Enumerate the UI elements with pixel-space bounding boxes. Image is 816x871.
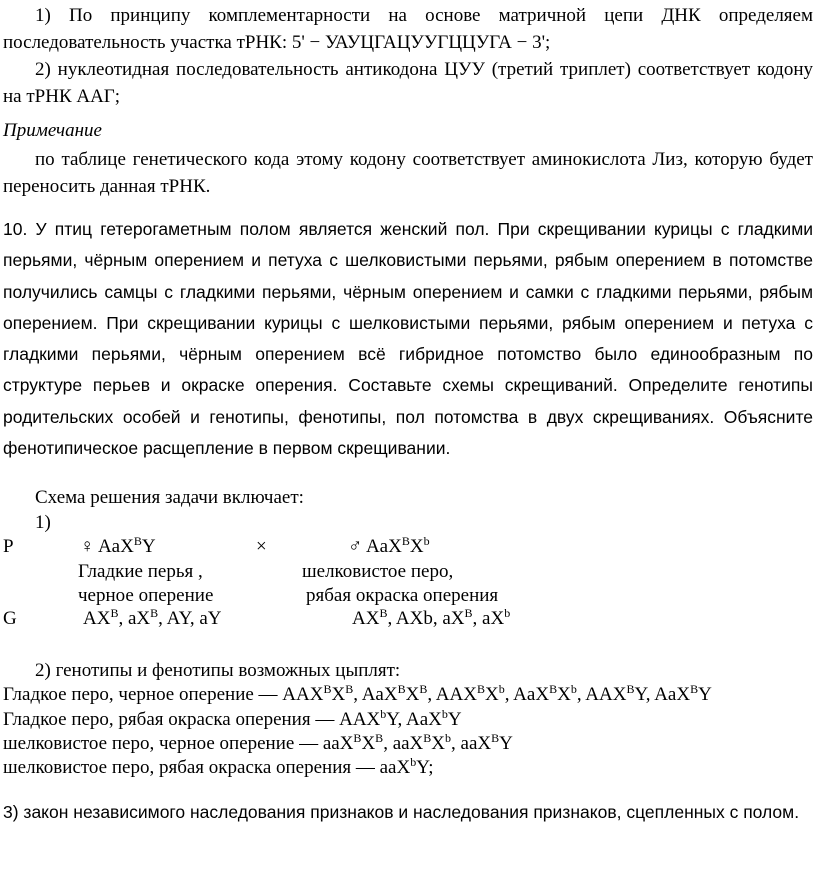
gametes-label: G bbox=[3, 608, 17, 629]
female-symbol: ♀ bbox=[80, 536, 95, 557]
offspring-row bbox=[3, 684, 712, 706]
genotype-text: , bbox=[353, 684, 362, 705]
allele-superscript: B bbox=[379, 606, 388, 620]
male-phenotype-1: шелковистое перо, bbox=[302, 561, 454, 582]
genotype-text: X bbox=[484, 684, 499, 705]
male-symbol: ♂ bbox=[348, 536, 363, 557]
gamete-text: , AXb, bbox=[387, 608, 443, 629]
gamete-text: AX bbox=[83, 608, 111, 629]
genotype-text: X bbox=[431, 733, 446, 754]
female-gametes bbox=[83, 608, 222, 630]
phenotype-label: Гладкое перо, рябая окраска оперения — bbox=[3, 709, 340, 730]
allele-superscript: B bbox=[150, 606, 159, 620]
allele-superscript: b bbox=[441, 707, 448, 721]
genotype-text: X bbox=[405, 684, 420, 705]
genotype-text: AaX bbox=[361, 684, 398, 705]
genotype-text: X bbox=[557, 684, 571, 705]
genotype-text: , bbox=[383, 733, 393, 754]
solution-step-1-label: 1) bbox=[35, 512, 51, 533]
note-text bbox=[3, 146, 813, 200]
allele-superscript: B bbox=[690, 682, 699, 696]
solution-intro: Схема решения задачи включает: bbox=[35, 487, 304, 508]
allele-superscript: B bbox=[464, 606, 473, 620]
allele-superscript: B bbox=[397, 682, 406, 696]
genotype-text: AaX bbox=[513, 684, 550, 705]
genotype-text: , bbox=[504, 684, 514, 705]
solution-step-2: 2) генотипы и фенотипы возможных цыплят: bbox=[35, 660, 401, 681]
male-genotype-sup: B bbox=[401, 534, 410, 548]
allele-superscript: B bbox=[476, 682, 485, 696]
male-phenotype-2: рябая окраска оперения bbox=[306, 585, 499, 606]
genotype-text: Y bbox=[499, 733, 513, 754]
allele-superscript: b bbox=[570, 682, 577, 696]
gamete-text: aX bbox=[482, 608, 505, 629]
gamete-text: , bbox=[472, 608, 483, 629]
allele-superscript: b bbox=[504, 606, 511, 620]
female-genotype-part: AaX bbox=[97, 536, 134, 557]
allele-superscript: B bbox=[423, 731, 432, 745]
male-genotype bbox=[348, 536, 430, 558]
phenotype-label: Гладкое перо, черное оперение — bbox=[3, 684, 283, 705]
genotype-text: AAX bbox=[282, 684, 324, 705]
female-phenotype-2: черное оперение bbox=[78, 585, 214, 606]
genotype-text: , bbox=[451, 733, 461, 754]
genotype-text: , bbox=[427, 684, 436, 705]
allele-superscript: B bbox=[419, 682, 428, 696]
note-label bbox=[3, 120, 813, 142]
male-gametes bbox=[352, 608, 510, 630]
allele-superscript: B bbox=[353, 731, 362, 745]
allele-superscript: B bbox=[375, 731, 384, 745]
offspring-row bbox=[3, 757, 433, 779]
genotype-text: Y bbox=[386, 709, 398, 730]
genotype-text: aaX bbox=[322, 733, 354, 754]
genotype-text: X bbox=[331, 684, 346, 705]
genotype-text: AaX bbox=[406, 709, 442, 730]
genotype-text: aaX bbox=[379, 757, 411, 778]
genotype-text: X bbox=[361, 733, 376, 754]
answer-step-1: 1) По принципу комплементарности на основе матричной цепи ДНК определяем последовательность участка тРНК: 5' − УАУЦГАЦУУГЦЦУГА − 3'; bbox=[3, 5, 813, 53]
allele-superscript: b bbox=[410, 755, 417, 769]
solution-step-3-text: 3) закон независимого наследования признаков и наследования признаков, сцепленных с полом. bbox=[3, 802, 800, 822]
allele-superscript: b bbox=[445, 731, 452, 745]
allele-superscript: B bbox=[345, 682, 354, 696]
genotype-text: , bbox=[645, 684, 655, 705]
phenotype-label: шелковистое перо, рябая окраска оперения — bbox=[3, 757, 380, 778]
allele-superscript: B bbox=[626, 682, 635, 696]
genotype-text: , bbox=[576, 684, 586, 705]
male-genotype-part: AaX bbox=[365, 536, 402, 557]
male-genotype-part: X bbox=[409, 536, 424, 557]
female-phenotype-1: Гладкие перья , bbox=[78, 561, 203, 582]
offspring-row bbox=[3, 709, 462, 731]
task-10-text: 10. У птиц гетерогаметным полом является женский пол. При скрещивании курицы с гладкими перьями, чёрным оперением и петуха с шелковистыми перьями, рябым оперением в потомстве получились самцы с гладкими перьями, чёрным оперением и самки с гладкими перьями, рябым оперением. При скрещивании курицы с шелковистыми перьями, рябым оперением и петуха с гладкими перьями, чёрным оперением всё гибридное потомство было единообразным по структуре перьев и окраске оперения. Составьте схемы скрещиваний. Определите генотипы родительских особей и генотипы, фенотипы, пол потомства в двух скрещиваниях. Объясните фенотипическое расщепление в первом скрещивании. bbox=[3, 219, 813, 459]
allele-superscript: b bbox=[498, 682, 505, 696]
allele-superscript: B bbox=[549, 682, 558, 696]
answer-step-2: 2) нуклеотидная последовательность антикодона ЦУУ (третий триплет) соответствует кодону на тРНК ААГ; bbox=[3, 59, 813, 107]
parents-label: P bbox=[3, 536, 14, 557]
genotype-text: Y bbox=[447, 709, 462, 730]
allele-superscript: B bbox=[491, 731, 500, 745]
answer-part-1 bbox=[3, 2, 813, 110]
female-genotype bbox=[80, 536, 156, 558]
female-genotype-part: Y bbox=[141, 536, 156, 557]
gamete-text: aX bbox=[127, 608, 151, 629]
note-label-text: Примечание bbox=[3, 120, 102, 141]
genotype-text: ; bbox=[428, 757, 434, 778]
genotype-text: , bbox=[397, 709, 406, 730]
gamete-text: AX bbox=[352, 608, 380, 629]
genotype-text: Y bbox=[634, 684, 646, 705]
genotype-text: AAX bbox=[585, 684, 627, 705]
allele-superscript: B bbox=[110, 606, 119, 620]
female-genotype-sup: B bbox=[133, 534, 142, 548]
genotype-text: AaX bbox=[654, 684, 691, 705]
note-paragraph: по таблице генетического кода этому кодону соответствует аминокислота Лиз, которую будет переносить данная тРНК. bbox=[3, 149, 813, 197]
cross-symbol: × bbox=[256, 536, 267, 557]
phenotype-label: шелковистое перо, черное оперение — bbox=[3, 733, 323, 754]
gamete-text: aX bbox=[442, 608, 465, 629]
gamete-text: , bbox=[118, 608, 128, 629]
allele-superscript: b bbox=[380, 707, 387, 721]
task-10 bbox=[3, 214, 813, 464]
solution-step-3 bbox=[3, 797, 813, 828]
male-genotype-sup: b bbox=[423, 534, 430, 548]
genotype-text: aaX bbox=[392, 733, 424, 754]
genotype-text: Y bbox=[698, 684, 712, 705]
offspring-row bbox=[3, 733, 513, 755]
genotype-text: Y bbox=[416, 757, 429, 778]
genotype-text: aaX bbox=[460, 733, 492, 754]
genotype-text: AAX bbox=[339, 709, 381, 730]
genotype-text: AAX bbox=[435, 684, 477, 705]
allele-superscript: B bbox=[323, 682, 332, 696]
gamete-text: , AY, aY bbox=[158, 608, 222, 629]
